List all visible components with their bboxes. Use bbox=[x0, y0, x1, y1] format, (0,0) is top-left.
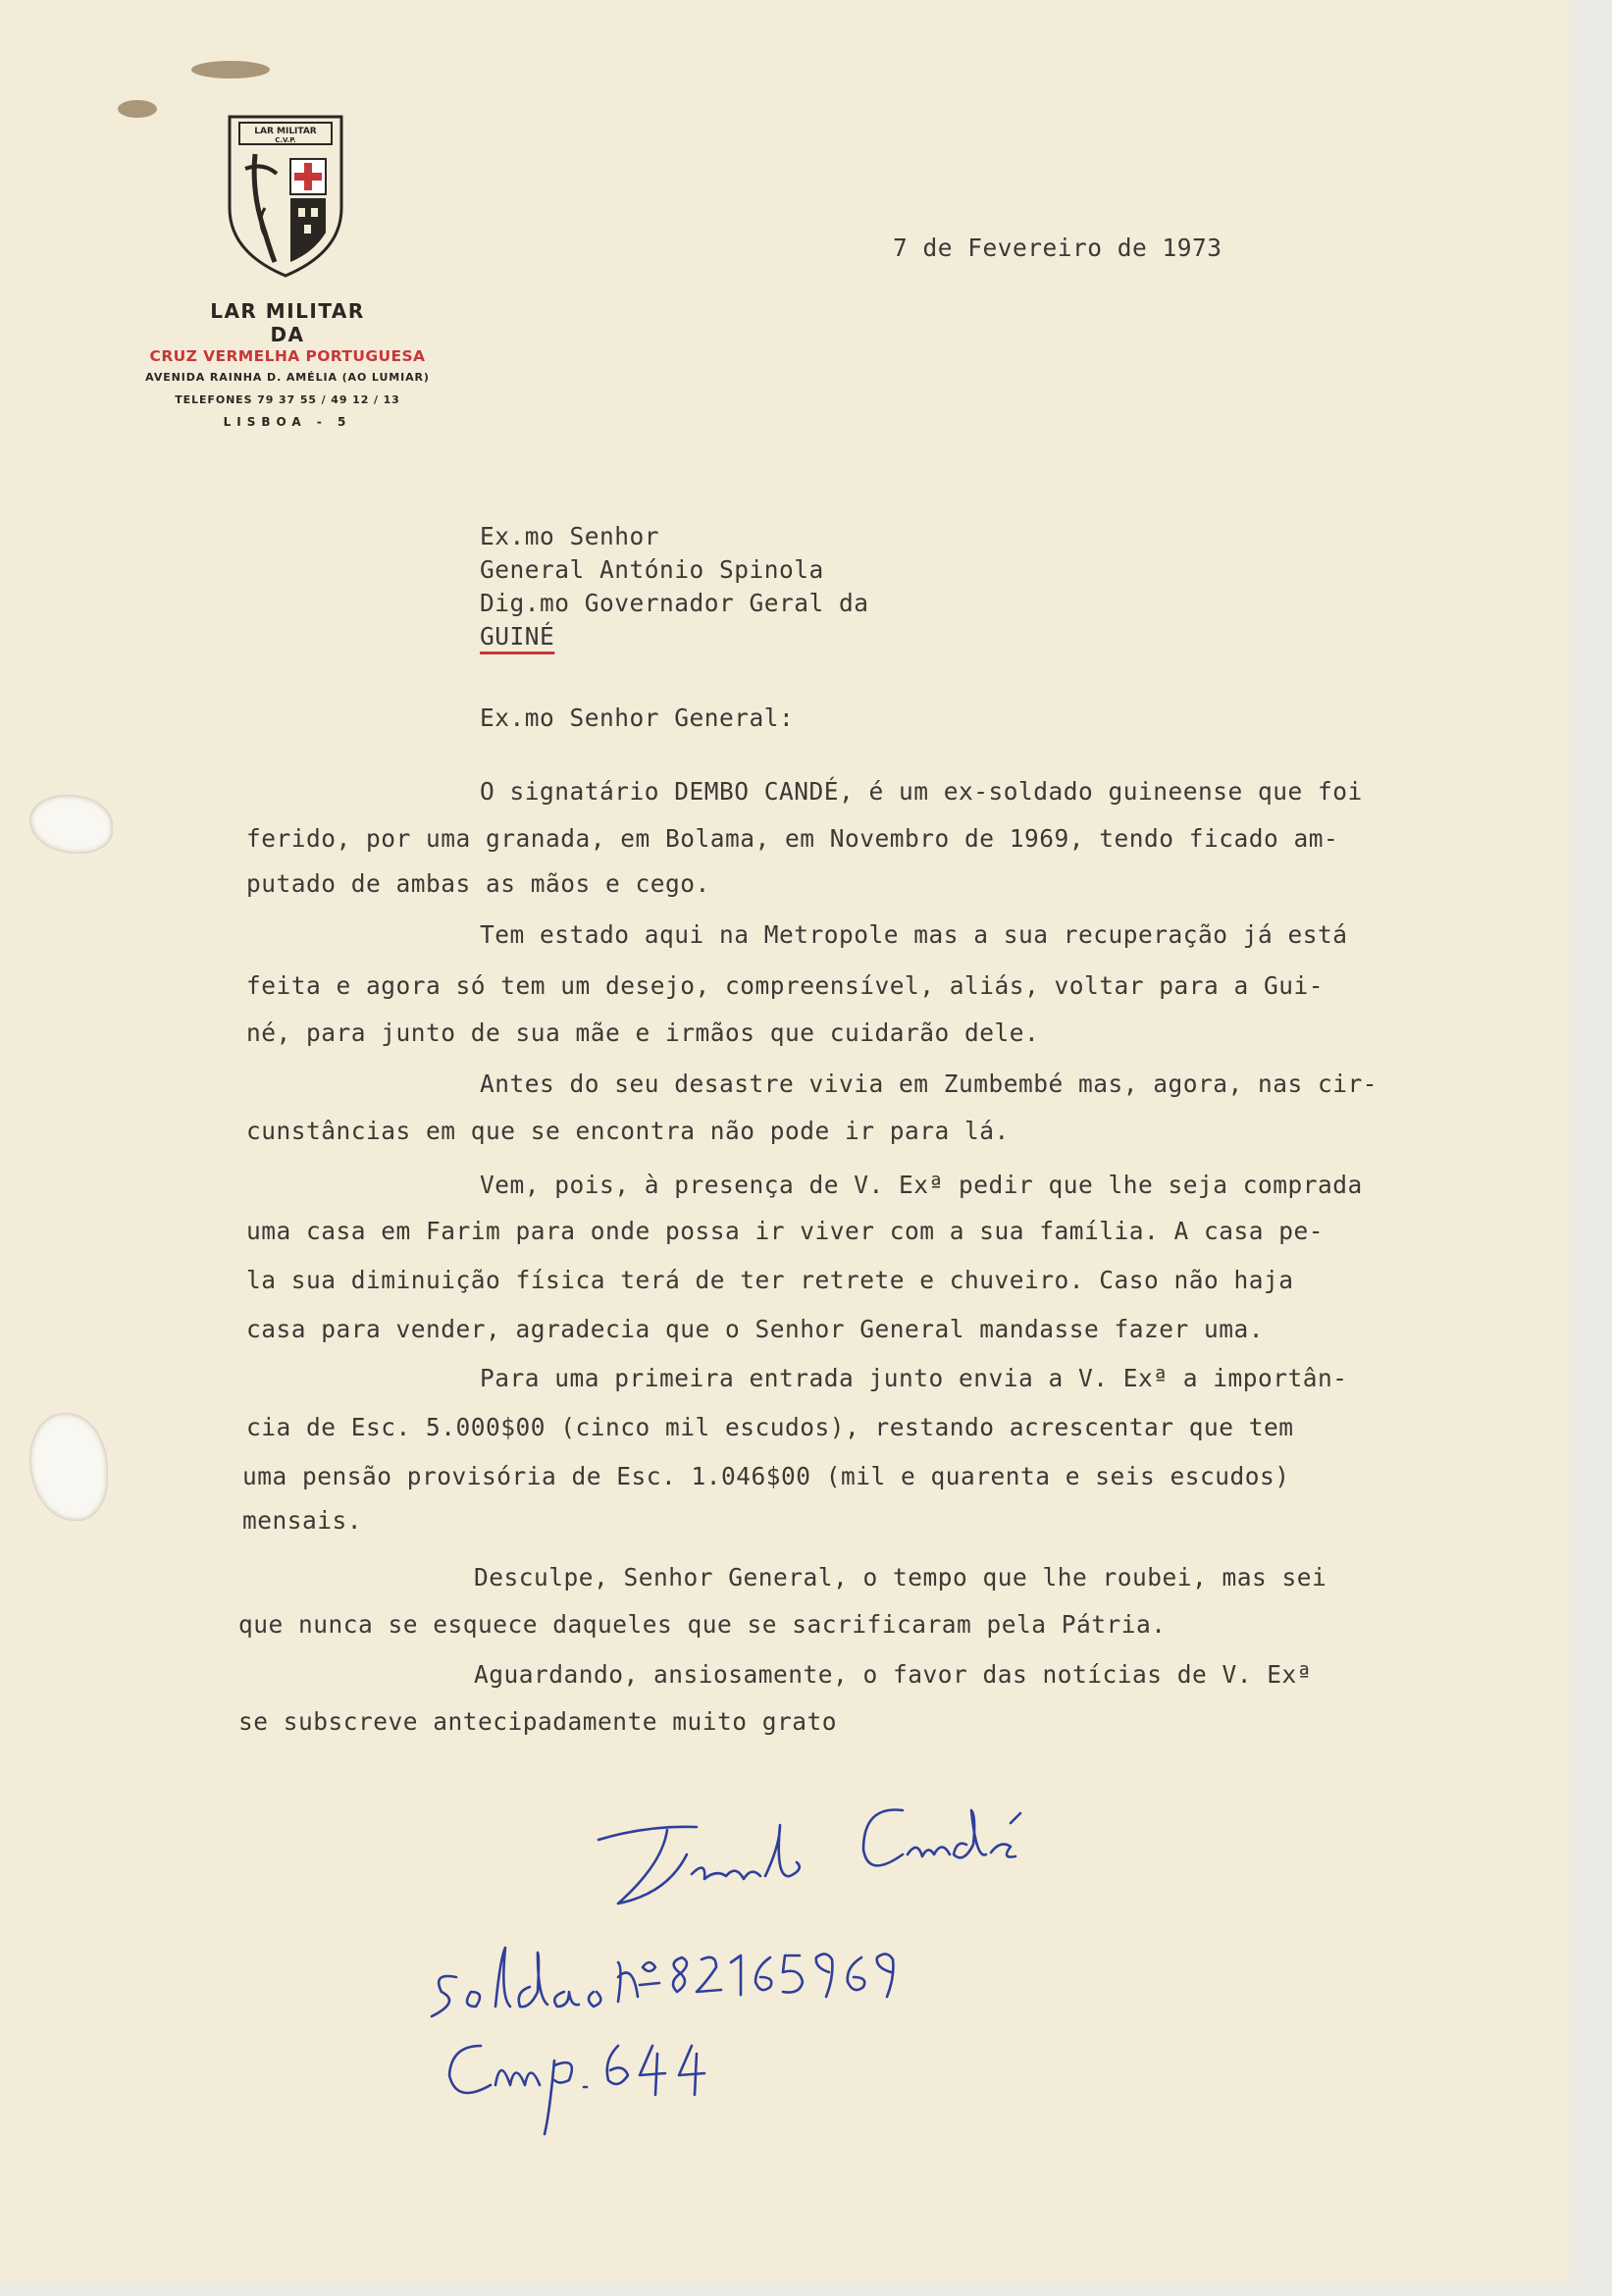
letter-date: 7 de Fevereiro de 1973 bbox=[893, 234, 1222, 262]
letterhead bbox=[106, 299, 469, 433]
scan-edge-right bbox=[1570, 0, 1612, 2296]
letterhead-name: LAR MILITAR bbox=[210, 299, 365, 323]
letterhead-address: AVENIDA RAINHA D. AMÉLIA (AO LUMIAR) bbox=[145, 371, 430, 384]
svg-text:LAR MILITAR: LAR MILITAR bbox=[254, 127, 317, 136]
body-line: mensais. bbox=[242, 1506, 363, 1535]
body-line: cia de Esc. 5.000$00 (cinco mil escudos), restando acrescentar que tem bbox=[246, 1413, 1294, 1441]
handwritten-signature bbox=[579, 1786, 1040, 1933]
body-line: ferido, por uma granada, em Bolama, em Novembro de 1969, tendo ficado am- bbox=[246, 824, 1339, 853]
recipient-line: Ex.mo Senhor bbox=[480, 522, 660, 550]
body-line: né, para junto de sua mãe e irmãos que cuidarão dele. bbox=[246, 1018, 1040, 1047]
recipient-country: GUINÉ bbox=[480, 622, 555, 651]
body-line: Aguardando, ansiosamente, o favor das notícias de V. Exª bbox=[474, 1660, 1313, 1689]
body-line: uma pensão provisória de Esc. 1.046$00 (mil e quarenta e seis escudos) bbox=[242, 1462, 1290, 1490]
letterhead-city: LISBOA - 5 bbox=[223, 415, 352, 429]
recipient-line: General António Spinola bbox=[480, 555, 824, 584]
body-line: putado de ambas as mãos e cego. bbox=[246, 869, 710, 898]
svg-text:C.V.P.: C.V.P. bbox=[275, 136, 296, 144]
rust-stain bbox=[118, 100, 157, 118]
body-line: Tem estado aqui na Metropole mas a sua recuperação já está bbox=[480, 920, 1348, 949]
scan-edge-bottom bbox=[0, 2281, 1612, 2296]
body-line: O signatário DEMBO CANDÉ, é um ex-soldado guineense que foi bbox=[480, 777, 1363, 806]
salutation: Ex.mo Senhor General: bbox=[480, 704, 795, 732]
body-line: Antes do seu desastre vivia em Zumbembé mas, agora, nas cir- bbox=[480, 1070, 1378, 1098]
body-line: uma casa em Farim para onde possa ir viver com a sua família. A casa pe- bbox=[246, 1217, 1325, 1245]
handwritten-soldier-details bbox=[422, 1938, 1011, 2154]
body-line: Para uma primeira entrada junto envia a V. Exª a importân- bbox=[480, 1364, 1348, 1392]
body-line: la sua diminuição física terá de ter retrete e chuveiro. Caso não haja bbox=[246, 1266, 1294, 1294]
letterhead-organization: CRUZ VERMELHA PORTUGUESA bbox=[149, 347, 426, 365]
body-line: Desculpe, Senhor General, o tempo que lhe roubei, mas sei bbox=[474, 1563, 1327, 1592]
cross-shield-logo-icon bbox=[226, 115, 345, 278]
body-line: feita e agora só tem um desejo, compreensível, aliás, voltar para a Gui- bbox=[246, 971, 1325, 1000]
body-line: que nunca se esquece daqueles que se sacrificaram pela Pátria. bbox=[238, 1610, 1167, 1639]
rust-stain bbox=[191, 61, 270, 78]
body-line: Vem, pois, à presença de V. Exª pedir que lhe seja comprada bbox=[480, 1171, 1363, 1199]
letterhead-phones: TELEFONES 79 37 55 / 49 12 / 13 bbox=[175, 393, 400, 406]
recipient-line: Dig.mo Governador Geral da bbox=[480, 589, 869, 617]
letterhead-da: DA bbox=[270, 323, 305, 346]
body-line: se subscreve antecipadamente muito grato bbox=[238, 1707, 838, 1736]
body-line: casa para vender, agradecia que o Senhor General mandasse fazer uma. bbox=[246, 1315, 1265, 1343]
body-line: cunstâncias em que se encontra não pode ir para lá. bbox=[246, 1117, 1010, 1145]
